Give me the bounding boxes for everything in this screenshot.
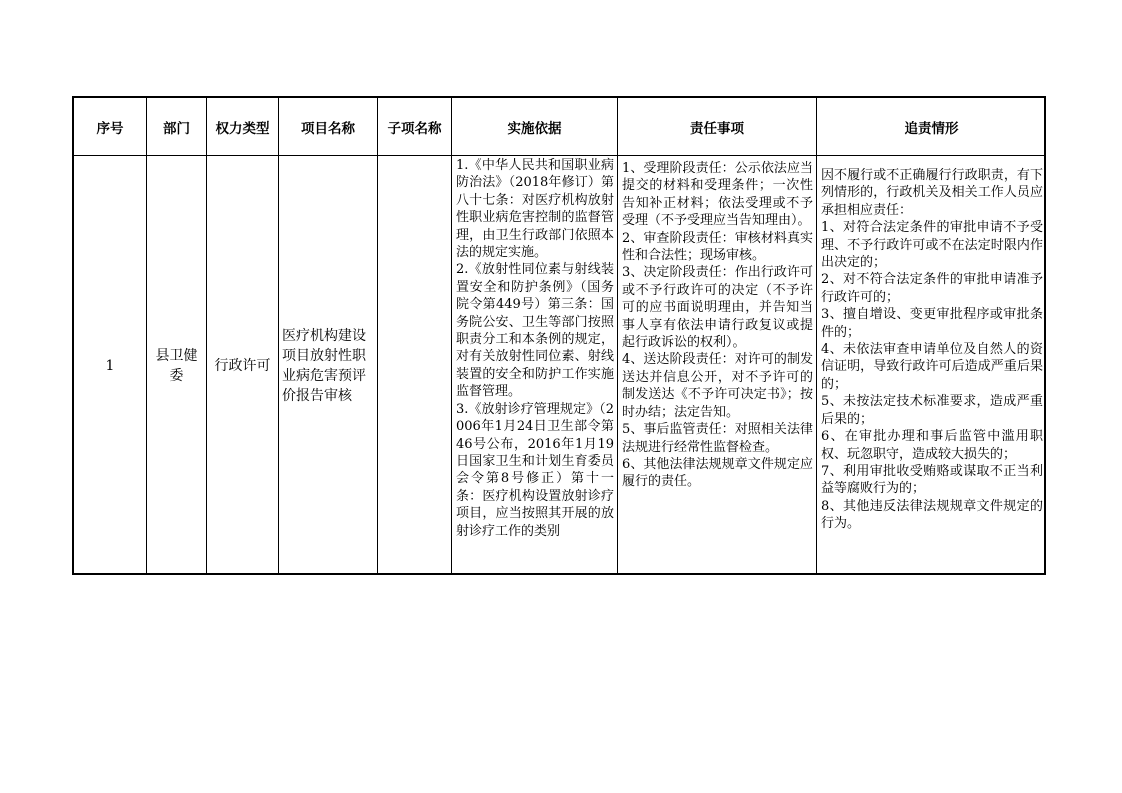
cell-department xyxy=(147,156,207,575)
subitem-name-value xyxy=(378,159,390,175)
power-type-value: 行政许可 xyxy=(214,357,271,374)
responsibilities-text: 1、受理阶段责任：公示依法应当提交的材料和受理条件；一次性告知补正材料；依法受理或不予受理（不予受理应当告知理由）。 2、审查阶段责任：审核材料真实性和合法性；现场审核。 3、决定阶段责任：作出行政许可或不予行政许可的决定（不予许可的应书面说明理由，并告知当事人享有依法申请行政复议或提起行政诉讼的权利）。 4、送达阶段责任：对许可的制发送达并信息公开，对不予许可的制发送达《不予许可决定书》；按时办结；法定告知。 5、事后监管责任：对照相关法律法规进行经常性监督检查。 6、其他法律法规规章文件规定应履行的责任。 xyxy=(622,161,813,490)
header-legal-basis: 实施依据 xyxy=(452,98,618,155)
legal-basis-text: 1.《中华人民共和国职业病防治法》（2018年修订）第八十七条：对医疗机构放射性职业病危害控制的监督管理，由卫生行政部门依照本法的规定实施。 2.《放射性同位素与射线装置安全和防护条例》（国务院令第449号）第三条：国务院公安、卫生等部门按照职责分工和本条例的规定，对有关放射性同位素、射线装置的安全和防护工作实施监督管理。 3.《放射诊疗管理规定》（2006年1月24日卫生部令第46号公布，2016年1月19日国家卫生和计划生育委员会令第8号修正）第十一条：医疗机构设置放射诊疗项目，应当按照其开展的放射诊疗工作的类别 xyxy=(456,158,614,539)
department-value: 县卫健委 xyxy=(155,347,198,384)
cell-legal-basis xyxy=(452,156,618,575)
header-responsibilities: 责任事项 xyxy=(618,98,817,155)
header-power-type: 权力类型 xyxy=(207,98,279,155)
cell-responsibilities xyxy=(618,156,817,575)
cell-subitem-name xyxy=(378,156,452,575)
header-department: 部门 xyxy=(147,98,207,155)
header-seq: 序号 xyxy=(74,98,147,155)
seq-value: 1 xyxy=(105,357,115,374)
cell-item-name xyxy=(279,156,378,575)
header-accountability: 追责情形 xyxy=(904,120,959,137)
header-item-name: 项目名称 xyxy=(279,98,378,155)
power-list-table xyxy=(72,96,1046,575)
header-subitem-name: 子项名称 xyxy=(378,98,452,155)
cell-power-type xyxy=(207,156,279,575)
item-name-value: 医疗机构建设项目放射性职业病危害预评价报告审核 xyxy=(282,327,366,404)
cell-seq xyxy=(74,156,147,575)
accountability-text: 因不履行或不正确履行行政职责，有下列情形的，行政机关及相关工作人员应承担相应责任： 1、对符合法定条件的审批申请不予受理、不予行政许可或不在法定时限内作出决定的； 2、对不符合法定条件的审批申请准予行政许可的； 3、擅自增设、变更审批程序或审批条件的； 4、未依法审查申请单位及自然人的资信证明，导致行政许可后造成严重后果的； 5、未按法定技术标准要求，造成严重后果的； 6、在审批办理和事后监管中滥用职权、玩忽职守，造成较大损失的； 7、利用审批收受贿赂或谋取不正当利益等腐败行为的； 8、其他违反法律法规规章文件规定的行为。 xyxy=(821,168,1043,532)
cell-accountability xyxy=(817,156,1046,575)
